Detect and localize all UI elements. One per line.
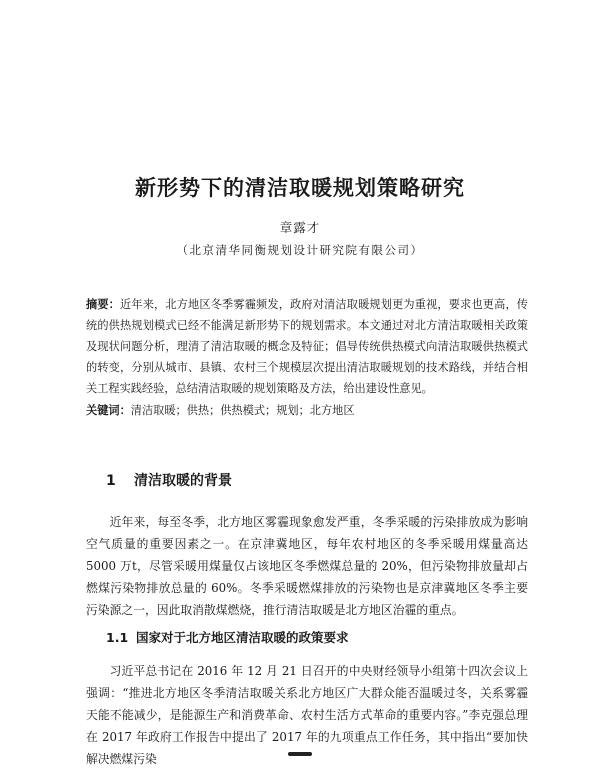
paper-title: 新形势下的清洁取暖规划策略研究 <box>135 176 465 200</box>
section-1-1-number: 1.1 <box>106 630 129 645</box>
keywords-label: 关键词： <box>86 404 131 417</box>
section-1-1-heading <box>106 628 349 646</box>
section-1-number: 1 <box>106 473 116 489</box>
keywords-text: 清洁取暖；供热；供热模式；规划；北方地区 <box>130 404 355 417</box>
abstract-label: 摘要： <box>86 298 121 311</box>
author-affiliation: （北京清华同衡规划设计研究院有限公司） <box>176 243 424 257</box>
page-footer-mark <box>288 752 312 756</box>
author-name: 章露才 <box>279 220 321 235</box>
section-1-heading <box>106 470 232 490</box>
abstract <box>86 294 528 399</box>
keywords <box>86 400 528 421</box>
section-1-1-paragraph: 习近平总书记在 2016 年 12 月 21 日召开的中央财经领导小组第十四次会议上强调：“推进北方地区冬季清洁取暖关系北方地区广大群众能否温暖过冬，关系雾霾天能不能减少，是能源生产和消费革命、农村生活方式革命的重要内容。”李克强总理在 2017 年政府工作报告中提出了 2017 年的九项重点工作任务，其中指出“要加快解决燃煤污染 <box>86 664 528 766</box>
abstract-text: 近年来，北方地区冬季雾霾频发，政府对清洁取暖规划更为重视，要求也更高，传统的供热规划模式已经不能满足新形势下的规划需求。本文通过对北方清洁取暖相关政策及现状问题分析，理清了清洁取暖的概念及特征；倡导传统供热模式向清洁取暖供热模式的转变，分别从城市、县镇、农村三个规模层次提出清洁取暖规划的技术路线，并结合相关工程实践经验，总结清洁取暖的规划策略及方法，给出建设性意见。 <box>86 298 528 395</box>
section-1-1-title: 国家对于北方地区清洁取暖的政策要求 <box>136 630 349 645</box>
section-1-title: 清洁取暖的背景 <box>134 473 232 489</box>
section-1-paragraph: 近年来，每至冬季，北方地区雾霾现象愈发严重，冬季采暖的污染排放成为影响空气质量的重要因素之一。在京津冀地区，每年农村地区的冬季采暖用煤量高达 5000 万t，尽管采暖用煤量仅占该地区冬季燃煤总量的 20%，但污染物排放量却占燃煤污染物排放总量的 60%。冬季采暖燃煤排放的污染物也是京津冀地区冬季主要污染源之一，因此取消散煤燃烧，推行清洁取暖是北方地区治霾的重点。 <box>86 515 528 617</box>
